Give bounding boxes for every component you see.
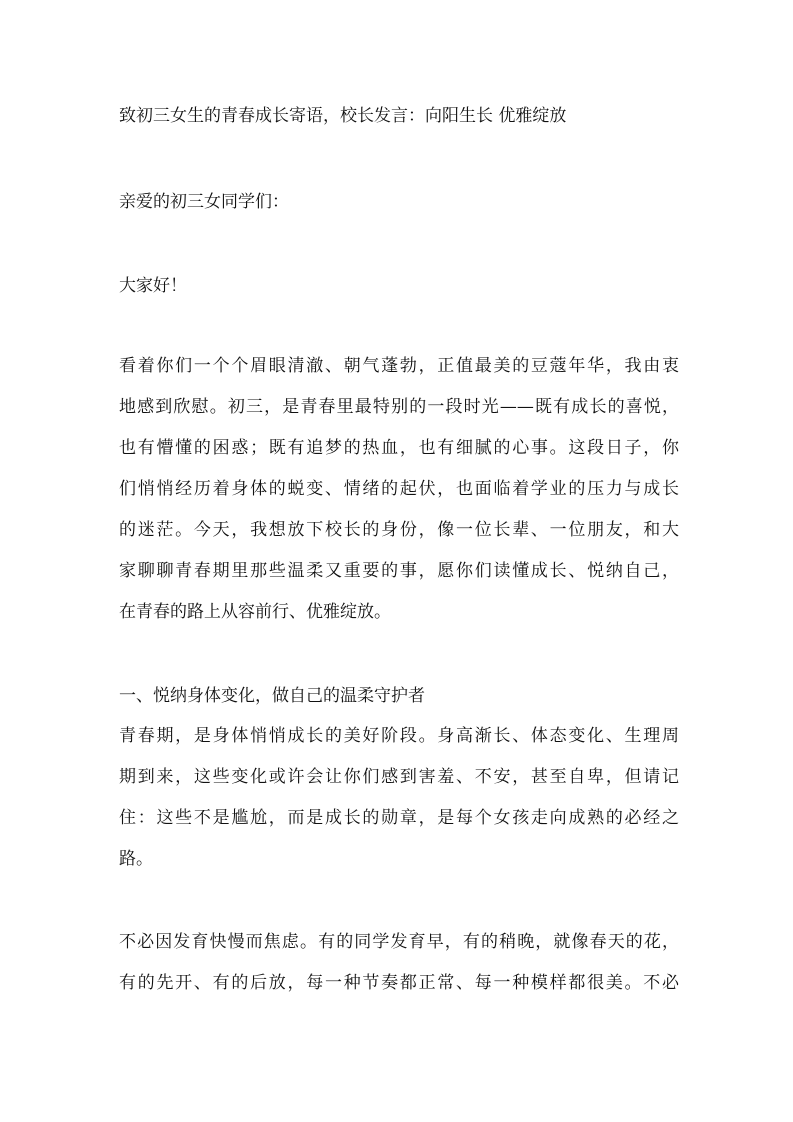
paragraph-line: 在青春的路上从容前行、优雅绽放。 <box>119 602 391 622</box>
section-heading: 一、悦纳身体变化，做自己的温柔守护者 <box>119 686 425 706</box>
document-title: 致初三女生的青春成长寄语，校长发言：向阳生长 优雅绽放 <box>119 106 567 126</box>
paragraph-line: 家聊聊青春期里那些温柔又重要的事，愿你们读懂成长、悦纳自己， <box>119 561 679 581</box>
paragraph-line: 看着你们一个个眉眼清澈、朝气蓬勃，正值最美的豆蔻年华，我由衷 <box>119 356 679 376</box>
paragraph-line: 也有懵懂的困惑；既有追梦的热血，也有细腻的心事。这段日子，你 <box>119 438 679 458</box>
paragraph-line: 不必因发育快慢而焦虑。有的同学发育早，有的稍晚，就像春天的花， <box>119 932 679 952</box>
paragraph-line: 期到来，这些变化或许会让你们感到害羞、不安，甚至自卑，但请记 <box>119 767 679 787</box>
paragraph-line: 们悄悄经历着身体的蜕变、情绪的起伏，也面临着学业的压力与成长 <box>119 479 679 499</box>
paragraph-line: 路。 <box>119 849 153 869</box>
paragraph-line: 住：这些不是尴尬，而是成长的勋章，是每个女孩走向成熟的必经之 <box>119 808 679 828</box>
paragraph-line: 地感到欣慰。初三，是青春里最特别的一段时光——既有成长的喜悦， <box>119 397 679 417</box>
salutation: 亲爱的初三女同学们： <box>119 192 289 212</box>
paragraph-line: 有的先开、有的后放，每一种节奏都正常、每一种模样都很美。不必 <box>119 973 679 993</box>
paragraph-line: 青春期，是身体悄悄成长的美好阶段。身高渐长、体态变化、生理周 <box>119 726 679 746</box>
greeting: 大家好！ <box>119 276 187 296</box>
paragraph-line: 的迷茫。今天，我想放下校长的身份，像一位长辈、一位朋友，和大 <box>119 520 679 540</box>
